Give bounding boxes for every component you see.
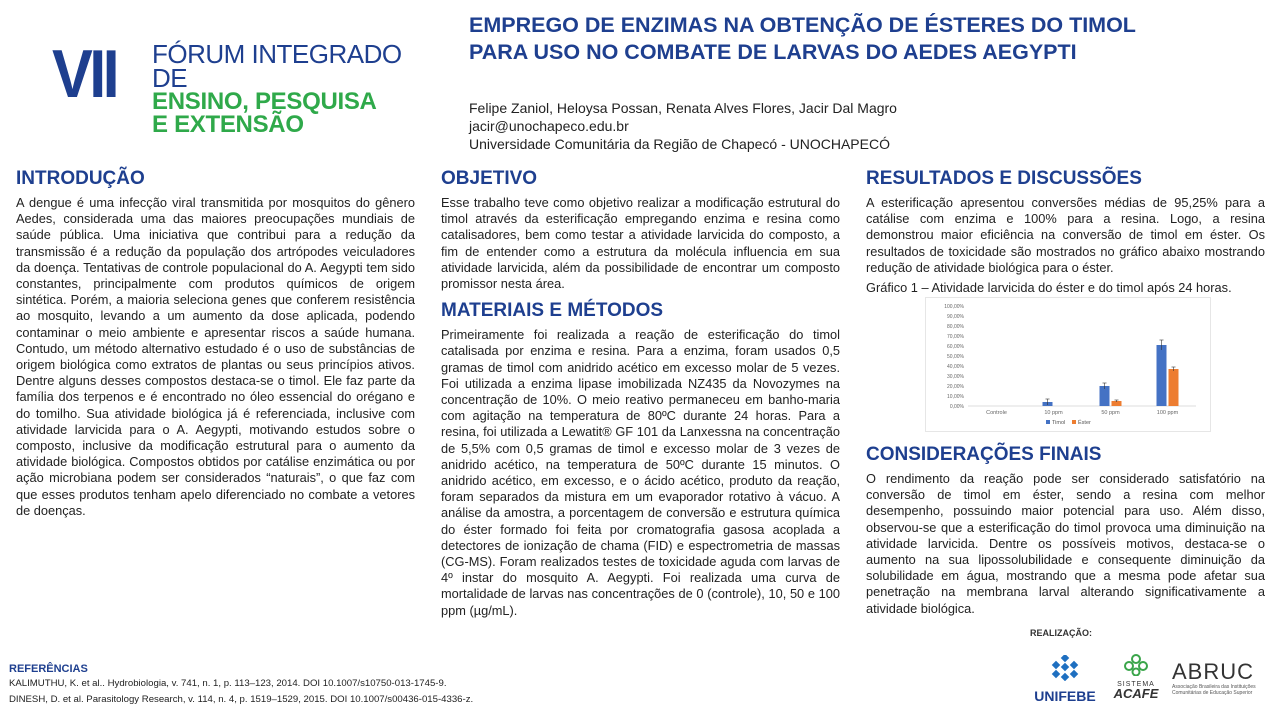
objective-heading: OBJETIVO <box>441 168 538 189</box>
results-body: A esterificação apresentou conversões médias de 95,25% para a catálise com enzima e 100% para a resina. Logo, a resina demonstrou maior eficiência na conversão de timol em éster. Os resultados de toxicidade são mostrados no gráfico abaixo mostrando redução de atividade biológica para o éster. <box>866 195 1265 275</box>
legend-swatch <box>1072 420 1076 424</box>
acafe-mark-icon <box>1121 654 1151 676</box>
y-tick-label: 90,00% <box>947 314 964 320</box>
x-tick-label: 10 ppm <box>1044 410 1063 416</box>
chart-svg <box>926 298 1212 433</box>
column-right <box>866 168 1265 296</box>
conclusions-body: O rendimento da reação pode ser considerado satisfatório na conversão de timol em éster, sendo a resina com melhor desempenho, possuindo maior potencial para uso. Além disso, observou-se que a esterificação do timol provoca uma diminuição na atividade larvicida. Dentre os possíveis motivos, destaca-se o aumento na sua lipossolubilidade e consequente diminuição da solubilidade em água, mostrando que a mesma pode afetar sua penetração na membrana larval alterando significativamente a atividade biológica. <box>866 471 1265 616</box>
forum-logo <box>52 36 412 138</box>
logo-line2: ENSINO, PESQUISA <box>152 88 377 115</box>
abruc-name: ABRUC <box>1172 659 1255 684</box>
chart-caption: Gráfico 1 – Atividade larvicida do éster e do timol após 24 horas. <box>866 280 1232 296</box>
unifebe-mark-icon <box>1048 655 1082 681</box>
x-tick-label: 100 ppm <box>1156 410 1179 416</box>
intro-body: A dengue é uma infecção viral transmitida por mosquitos do gênero Aedes, considerada uma das maiores preocupações mundiais de saúde pública. Uma iniciativa que contribui para a redução da transmissão é a redução da população dos artrópodes veiculadores da doença. Tentativas de controle populacional do A. Aegypti tem sido constantes, principalmente com produtos químicos de origem sintética. Porém, a maioria seleciona genes que conferem resistência ao mosquito, levando a um aumento da dose aplicada, podendo contaminar o meio ambiente e apresentar riscos a saúde humana. Contudo, um método alternativo estudado é o uso de substâncias de origem biológica como extratos de plantas ou seus princípios ativos. Dentre alguns desses compostos destaca-se o timol. Ele faz parte da família dos terpenos e é encontrado no óleo essencial do orégano e do tomilho. Sua atividade biológica já é referenciada, inclusive com atividade larvicida para o A. Aegypti, motivando estudos sobre o composto, inclusive da modificação estrutural para o aumento da atividade biológica. Compostos obtidos por catálise enzimática ou por ação microbiana podem ser considerados “naturais”, o que faz com que esses produtos tenham apelo diferenciado no combate a vetores de doenças. <box>16 195 415 518</box>
acafe-sistema: SISTEMA <box>1117 681 1155 688</box>
y-tick-label: 10,00% <box>947 394 964 400</box>
y-tick-label: 0,00% <box>949 404 964 410</box>
column-left <box>16 168 415 519</box>
sponsors-label: REALIZAÇÃO: <box>1030 628 1092 638</box>
reference-item: KALIMUTHU, K. et al.. Hydrobiologia, v. 741, n. 1, p. 113–123, 2014. DOI 10.1007/s10750-013-1745-9. <box>9 678 447 689</box>
y-tick-label: 20,00% <box>947 384 964 390</box>
abruc-subtitle: Associação Brasileira das Instituições Comunitárias de Educação Superior <box>1172 684 1256 696</box>
x-tick-label: Controle <box>986 410 1007 416</box>
unifebe-name: UNIFEBE <box>1034 688 1096 704</box>
y-tick-label: 80,00% <box>947 324 964 330</box>
intro-heading: INTRODUÇÃO <box>16 168 145 189</box>
y-tick-label: 100,00% <box>944 304 964 310</box>
y-tick-label: 60,00% <box>947 344 964 350</box>
logo-numeral: VII <box>52 36 117 112</box>
abruc-logo <box>1172 660 1272 696</box>
methods-heading: MATERIAIS E MÉTODOS <box>441 300 664 322</box>
references <box>9 662 769 708</box>
objective-body: Esse trabalho teve como objetivo realizar a modificação estrutural do timol através da esterificação empregando enzima e resina como catalisadores, bem como testar a atividade larvicida do composto, a fim de entender como a estrutura da molécula influencia em sua atividade larvicida, além da possibilidade de encontrar um composto promissor nesta área. <box>441 195 840 292</box>
acafe-name: ACAFE <box>1113 686 1159 701</box>
bar-éster <box>1169 369 1179 406</box>
results-heading: RESULTADOS E DISCUSSÕES <box>866 168 1142 189</box>
acafe-logo <box>1105 654 1167 700</box>
legend-label: Éster <box>1078 420 1091 426</box>
x-tick-label: 50 ppm <box>1101 410 1120 416</box>
conclusions-heading: CONSIDERAÇÕES FINAIS <box>866 444 1102 465</box>
column-right-lower <box>866 444 1265 617</box>
references-heading: REFERÊNCIAS <box>9 663 88 675</box>
y-tick-label: 70,00% <box>947 334 964 340</box>
logo-text <box>152 39 412 138</box>
y-tick-label: 40,00% <box>947 364 964 370</box>
bar-timol <box>1157 345 1167 406</box>
reference-item: DINESH, D. et al. Parasitology Research, v. 114, n. 4, p. 1519–1529, 2015. DOI 10.1007/s00436-015-4336-z. <box>9 694 474 705</box>
legend-label: Timol <box>1052 420 1066 426</box>
author-email[interactable]: jacir@unochapeco.edu.br <box>469 118 629 134</box>
author-names: Felipe Zaniol, Heloysa Possan, Renata Alves Flores, Jacir Dal Magro <box>469 100 897 116</box>
y-tick-label: 30,00% <box>947 374 964 380</box>
y-tick-label: 50,00% <box>947 354 964 360</box>
methods-body: Primeiramente foi realizada a reação de esterificação do timol catalisada por enzima e resina. Para a enzima, foram usados 0,5 gramas de timol com anidrido acético em excesso molar de 5 vezes. Foi utilizada a enzima lipase imobilizada NZ435 da Novozymes na concentração de 10%. O meio reativo permaneceu em banho-maria com agitação na temperatura de 80ºC durante 24 horas. Para a resina, foi utilizada a Lewatit® GF 101 da Lanxessna na concentração de 5,5% com 0,5 gramas de timol e excesso molar de 3 vezes de anidrido acético, na temperatura de 50ºC durante 15 minutos. O anidrido acético, em excesso, e o ácido acético, produto da reação, foram separados da mistura em um evaporador rotativo à vácuo. A análise da amostra, a porcentagem de conversão e estrutura química do éster formado foi feita por cromatografia gasosa acoplada a detectores de ionização de chama (FID) e espectrometria de massas (CG-MS). Foram realizados testes de toxicidade aguda com larvas de 4º instar do mosquito A. Aegypti. Foi realizada uma curva de mortalidade de larvas nas concentrações de 0 (controle), 10, 50 e 100 ppm (µg/mL). <box>441 327 840 618</box>
legend-swatch <box>1046 420 1050 424</box>
logo-line3: E EXTENSÃO <box>152 111 304 138</box>
column-middle <box>441 168 840 619</box>
author-institution: Universidade Comunitária da Região de Chapecó - UNOCHAPECÓ <box>469 136 890 152</box>
poster-title: EMPREGO DE ENZIMAS NA OBTENÇÃO DE ÉSTERES DO TIMOL PARA USO NO COMBATE DE LARVAS DO AEDES AEGYPTI <box>469 13 1136 64</box>
larvicidal-chart <box>925 297 1211 432</box>
authors-block <box>469 99 897 153</box>
unifebe-logo <box>1030 655 1100 704</box>
logo-line1: FÓRUM INTEGRADO DE <box>152 39 402 93</box>
